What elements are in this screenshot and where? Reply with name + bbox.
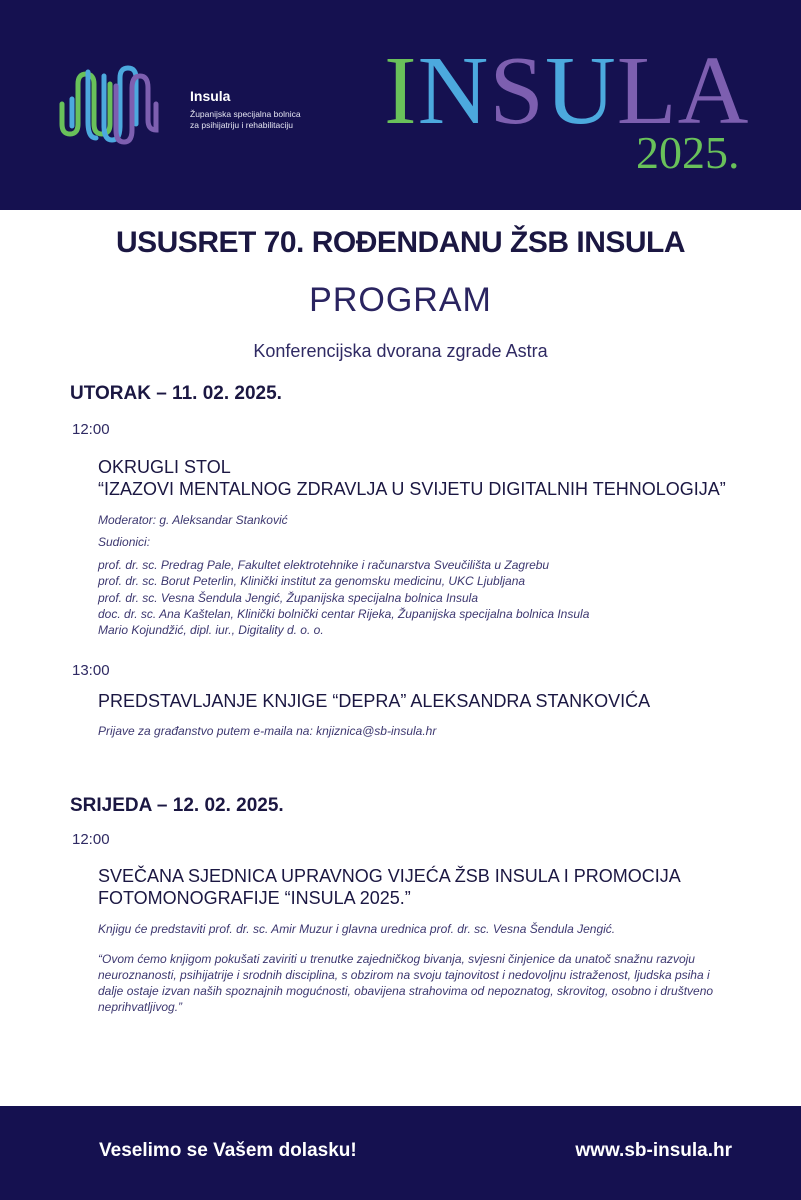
day1-event1-moderator: Moderator: g. Aleksandar Stanković [98, 513, 288, 527]
day2-event1-quote: “Ovom ćemo knjigom pokušati zaviriti u trenutke zajedničkog bivanja, svjesni činjenice da unatoč snažnu razvoju neuroznanosti, psihijatrije i srodnih disciplina, s obzirom na svoju tajnovitost i nedovoljnu istraženost, ljudska psiha i dalje ostaje izvan naših spoznajnih mogućnosti, obavijena strahovima od nepoznatog, skrovitog, osobno i društveno neprihvatljivog.” [98, 952, 714, 1014]
header-banner [0, 0, 801, 210]
participant-item: Mario Kojundžić, dipl. iur., Digitality d. o. o. [98, 623, 324, 638]
wordmark-letter: A [677, 37, 750, 145]
wordmark-letter: N [417, 37, 490, 145]
page-title: USUSRET 70. ROĐENDANU ŽSB INSULA [115, 226, 686, 259]
participant-item: doc. dr. sc. Ana Kaštelan, Klinički bolnički centar Rijeka, Županijska specijalna bolnica Insula [98, 606, 590, 621]
year-label: 2025. [636, 127, 740, 178]
day1-heading: UTORAK – 11. 02. 2025. [70, 383, 282, 404]
day1-event1-participants-label: Sudionici: [98, 535, 151, 549]
day2-event1-title-2: FOTOMONOGRAFIJE “INSULA 2025.” [98, 888, 411, 908]
day1-event2-note: Prijave za građanstvo putem e-maila na: knjiznica@sb-insula.hr [98, 724, 437, 738]
participant-item: prof. dr. sc. Borut Peterlin, Klinički institut za genomsku medicinu, UKC Ljubljana [98, 574, 526, 589]
day2-heading: SRIJEDA – 12. 02. 2025. [70, 795, 284, 816]
footer-welcome-text: Veselimo se Vašem dolasku! [99, 1140, 357, 1161]
day2-event1-title-1: SVEČANA SJEDNICA UPRAVNOG VIJEĆA ŽSB INSULA I PROMOCIJA [98, 866, 681, 886]
insula-wave-logo-icon [58, 64, 162, 146]
footer-website-link[interactable]: www.sb-insula.hr [575, 1140, 732, 1161]
footer-banner [0, 1106, 801, 1200]
logo-subtitle-1: Županijska specijalna bolnica [190, 109, 301, 119]
day1-event2-title: PREDSTAVLJANJE KNJIGE “DEPRA” ALEKSANDRA STANKOVIĆA [98, 691, 651, 711]
participant-item: prof. dr. sc. Vesna Šendula Jengić, Županijska specijalna bolnica Insula [98, 590, 478, 605]
day1-event1-participants-list [98, 557, 589, 638]
participant-item: prof. dr. sc. Predrag Pale, Fakultet elektrotehnike i računarstva Sveučilišta u Zagrebu [98, 558, 550, 572]
venue-label: Konferencijska dvorana zgrade Astra [253, 341, 548, 361]
program-heading: PROGRAM [309, 281, 492, 319]
day1-event1-title-2: “IZAZOVI MENTALNOG ZDRAVLJA U SVIJETU DIGITALNIH TEHNOLOGIJA” [98, 479, 726, 499]
day2-event1-time: 12:00 [72, 831, 110, 848]
logo-text [190, 88, 301, 131]
wordmark-letter: L [616, 37, 678, 145]
day1-event1-time: 12:00 [72, 421, 110, 438]
day2-event1-presenter: Knjigu će predstaviti prof. dr. sc. Amir Muzur i glavna urednica prof. dr. sc. Vesna Šendula Jengić. [98, 922, 616, 936]
day1-event2-time: 13:00 [72, 662, 110, 679]
wordmark-letter: U [544, 37, 617, 145]
wordmark-letter: I [384, 37, 418, 145]
day1-event1-title-1: OKRUGLI STOL [98, 457, 231, 477]
wordmark-letter: S [489, 37, 545, 145]
logo-subtitle-2: za psihijatriju i rehabilitaciju [190, 120, 293, 130]
logo-name: Insula [190, 88, 231, 104]
